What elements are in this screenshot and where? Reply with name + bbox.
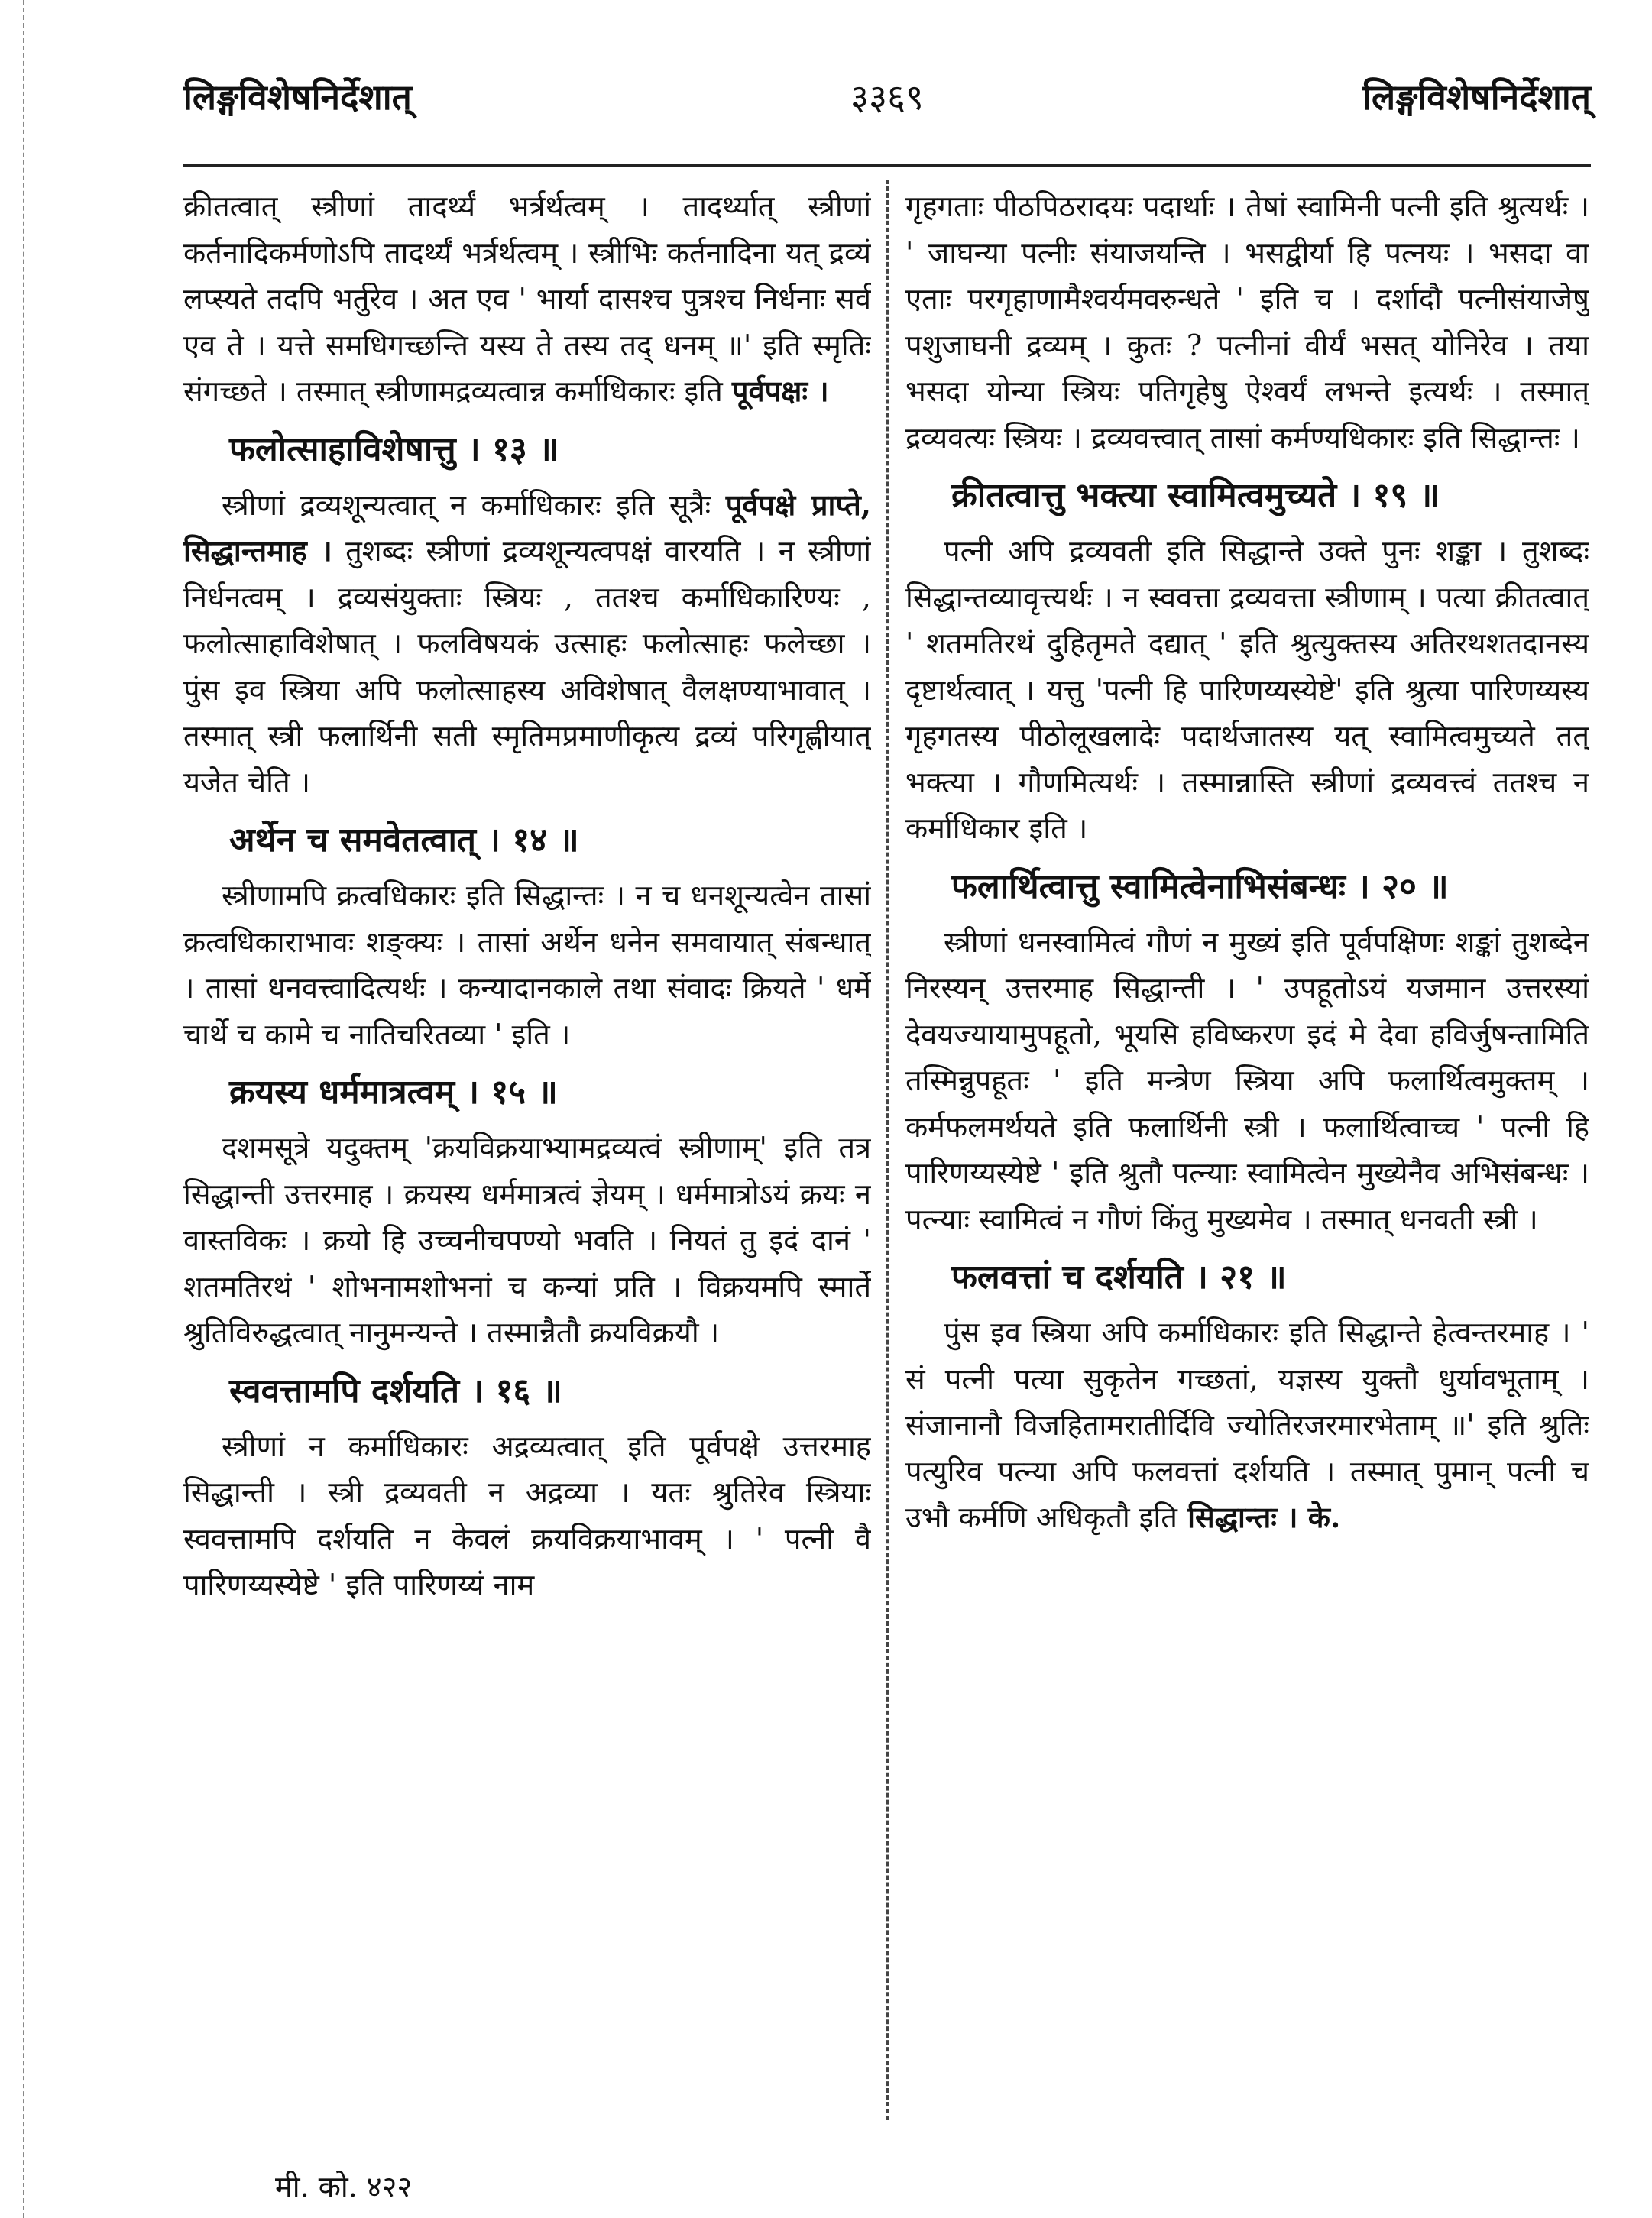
binding-margin-line (23, 0, 24, 2218)
left-paragraph-5: स्त्रीणां न कर्माधिकारः अद्रव्यत्वात् इति पूर्वपक्षे उत्तरमाह सिद्धान्ती । स्त्री द्रव्यवती न अद्रव्या । यतः श्रुतिरेव स्त्रियाः स्ववत्तामपि दर्शयति न केवलं क्रयविक्रयाभावम् । ' पत्नी वै पारिणय्यस्येष्टे ' इति पारिणय्यं नाम (183, 1429, 871, 1601)
header-right-title: लिङ्गविशेषनिर्देशात् (1362, 76, 1591, 118)
sutra-20: फलार्थित्वात्तु स्वामित्वेनाभिसंबन्धः । २० ॥ (951, 866, 1449, 906)
footer-signature: मी. को. ४२२ (275, 2170, 413, 2203)
left-column (183, 183, 871, 2139)
column-divider (886, 180, 889, 2120)
sutra-13: फलोत्साहाविशेषात्तु । १३ ॥ (229, 429, 559, 469)
left-p1-text: क्रीतत्वात् स्त्रीणां तादर्थ्यं भर्त्रर्थत्वम् । तादर्थ्यात् स्त्रीणां कर्तनादिकर्मणोऽपि तादर्थ्यं भर्त्रर्थत्वम् । स्त्रीभिः कर्तनादिना यत् द्रव्यं लप्स्यते तदपि भर्तुरेव । अत एव ' भार्या दासश्च पुत्रश्च निर्धनाः सर्व एव ते । यत्ते समधिगच्छन्ति यस्य ते तस्य तद् धनम् ॥' इति स्मृतिः संगच्छते । तस्मात् स्त्रीणामद्रव्यत्वान्न कर्माधिकारः इति (183, 189, 871, 408)
siddhanta-intro: पूर्वपक्षे प्राप्ते, सिद्धान्तमाह । (183, 487, 871, 568)
page-number: ३३६९ (850, 76, 924, 118)
right-p4-text: पुंस इव स्त्रिया अपि कर्माधिकारः इति सिद्धान्ते हेत्वन्तरमाह । ' सं पत्नी पत्या सुकृतेन गच्छतां, यज्ञस्य युक्तौ धुर्यावभूताम् । संजानानौ विजहितामरातीर्दिवि ज्योतिरजरमारभेताम् ॥' इति श्रुतिः पत्युरिव पत्न्या अपि फलवत्तां दर्शयति । तस्मात् पुमान् पत्नी च उभौ कर्मणि अधिकृतौ इति (905, 1316, 1589, 1534)
left-paragraph-1 (183, 183, 871, 415)
sutra-15: क्रयस्य धर्ममात्रत्वम् । १५ ॥ (229, 1073, 558, 1112)
left-p2-text-a: स्त्रीणां द्रव्यशून्यत्वात् न कर्माधिकारः इति सूत्रैः (222, 487, 711, 522)
header-rule (183, 164, 1591, 167)
sutra-16: स्ववत्तामपि दर्शयति । १६ ॥ (229, 1371, 562, 1410)
right-paragraph-3: स्त्रीणां धनस्वामित्वं गौणं न मुख्यं इति पूर्वपक्षिणः शङ्कां तुशब्देन निरस्यन् उत्तरमाह सिद्धान्ती । ' उपहूतोऽयं यजमान उत्तरस्यां देवयज्यायामुपहूतो, भूयसि हविष्करण इदं मे देवा हविर्जुषन्तामिति तस्मिन्नुपहूतः ' इति मन्त्रेण स्त्रिया अपि फलार्थित्वमुक्तम् । कर्मफलमर्थयते इति फलार्थिनी स्त्री । फलार्थित्वाच्च ' पत्नी हि पारिणय्यस्येष्टे ' इति श्रुतौ पत्न्याः स्वामित्वेन मुख्येनैव अभिसंबन्धः । पत्न्याः स्वामित्वं न गौणं किंतु मुख्यमेव । तस्मात् धनवती स्त्री । (905, 924, 1589, 1236)
sutra-14: अर्थेन च समवेतत्वात् । १४ ॥ (229, 821, 579, 860)
right-paragraph-4 (905, 1310, 1589, 1541)
right-paragraph-1: गृहगताः पीठपिठरादयः पदार्थाः । तेषां स्वामिनी पत्नी इति श्रुत्यर्थः । ' जाघन्या पत्नीः संयाजयन्ति । भसद्वीर्या हि पत्नयः । भसदा वा एताः परगृहाणामैश्वर्यमवरुन्धते ' इति च । दर्शादौ पत्नीसंयाजेषु पशुजाघनी द्रव्यम् । कुतः ? पत्नीनां वीर्यं भसत् योनिरेव । तया भसदा योन्या स्त्रियः पतिगृहेषु ऐश्वर्यं लभन्ते इत्यर्थः । तस्मात् द्रव्यवत्यः स्त्रियः । द्रव्यवत्त्वात् तासां कर्मण्यधिकारः इति सिद्धान्तः । (905, 189, 1589, 455)
siddhanta-conclusion: सिद्धान्तः । के. (1177, 1500, 1341, 1534)
sutra-19: क्रीतत्वात्तु भक्त्या स्वामित्वमुच्यते । १९ ॥ (951, 476, 1440, 515)
running-header (183, 73, 1591, 141)
left-p2-text-c: तुशब्दः स्त्रीणां द्रव्यशून्यत्वपक्षं वारयति । न स्त्रीणां निर्धनत्वम् । द्रव्यसंयुक्ताः स्त्रियः , ततश्च कर्माधिकारिण्यः , फलोत्साहाविशेषात् । फलविषयकं उत्साहः फलोत्साहः फलेच्छा । पुंस इव स्त्रिया अपि फलोत्साहस्य अविशेषात् वैलक्षण्याभावात् । तस्मात् स्त्री फलार्थिनी सती स्मृतिमप्रमाणीकृत्य द्रव्यं परिगृह्णीयात् यजेत चेति । (183, 534, 871, 799)
sutra-21: फलवत्तां च दर्शयति । २१ ॥ (951, 1258, 1287, 1297)
header-left-title: लिङ्गविशेषनिर्देशात् (183, 76, 412, 118)
left-paragraph-2 (183, 482, 871, 806)
left-paragraph-3: स्त्रीणामपि क्रत्वधिकारः इति सिद्धान्तः । न च धनशून्यत्वेन तासां क्रत्वधिकाराभावः शङ्क्यः । तासां अर्थेन धनेन समवायात् संबन्धात् । तासां धनवत्त्वादित्यर्थः । कन्यादानकाले तथा संवादः क्रियते ' धर्मे चार्थे च कामे च नातिचरितव्या ' इति । (183, 879, 871, 1051)
right-paragraph-2: पत्नी अपि द्रव्यवती इति सिद्धान्ते उक्ते पुनः शङ्का । तुशब्दः सिद्धान्तव्यावृत्त्यर्थः । न स्ववत्ता द्रव्यवत्ता स्त्रीणाम् । पत्या क्रीतत्वात् ' शतमतिरथं दुहितृमते दद्यात् ' इति श्रुत्युक्तस्य अतिरथशतदानस्य दृष्टार्थत्वात् । यत्तु 'पत्नी हि पारिणय्यस्येष्टे' इति श्रुत्या पारिणय्यस्य गृहगतस्य पीठोलूखलादेः पदार्थजातस्य यत् स्वामित्वमुच्यते तत् भक्त्या । गौणमित्यर्थः । तस्मान्नास्ति स्त्रीणां द्रव्यवत्त्वं ततश्च न कर्माधिकार इति । (905, 534, 1589, 845)
purvapaksha-label: पूर्वपक्षः । (731, 374, 829, 408)
right-column (905, 183, 1589, 2139)
left-paragraph-4: दशमसूत्रे यदुक्तम् 'क्रयविक्रयाभ्यामद्रव्यत्वं स्त्रीणाम्' इति तत्र सिद्धान्ती उत्तरमाह । क्रयस्य धर्ममात्रत्वं ज्ञेयम् । धर्ममात्रोऽयं क्रयः न वास्तविकः । क्रयो हि उच्चनीचपण्यो भवति । नियतं तु इदं दानं ' शतमतिरथं ' शोभनामशोभनां च कन्यां प्रति । विक्रयमपि स्मार्ते श्रुतिविरुद्धत्वात् नानुमन्यन्ते । तस्मान्नैतौ क्रयविक्रयौ । (183, 1131, 871, 1349)
